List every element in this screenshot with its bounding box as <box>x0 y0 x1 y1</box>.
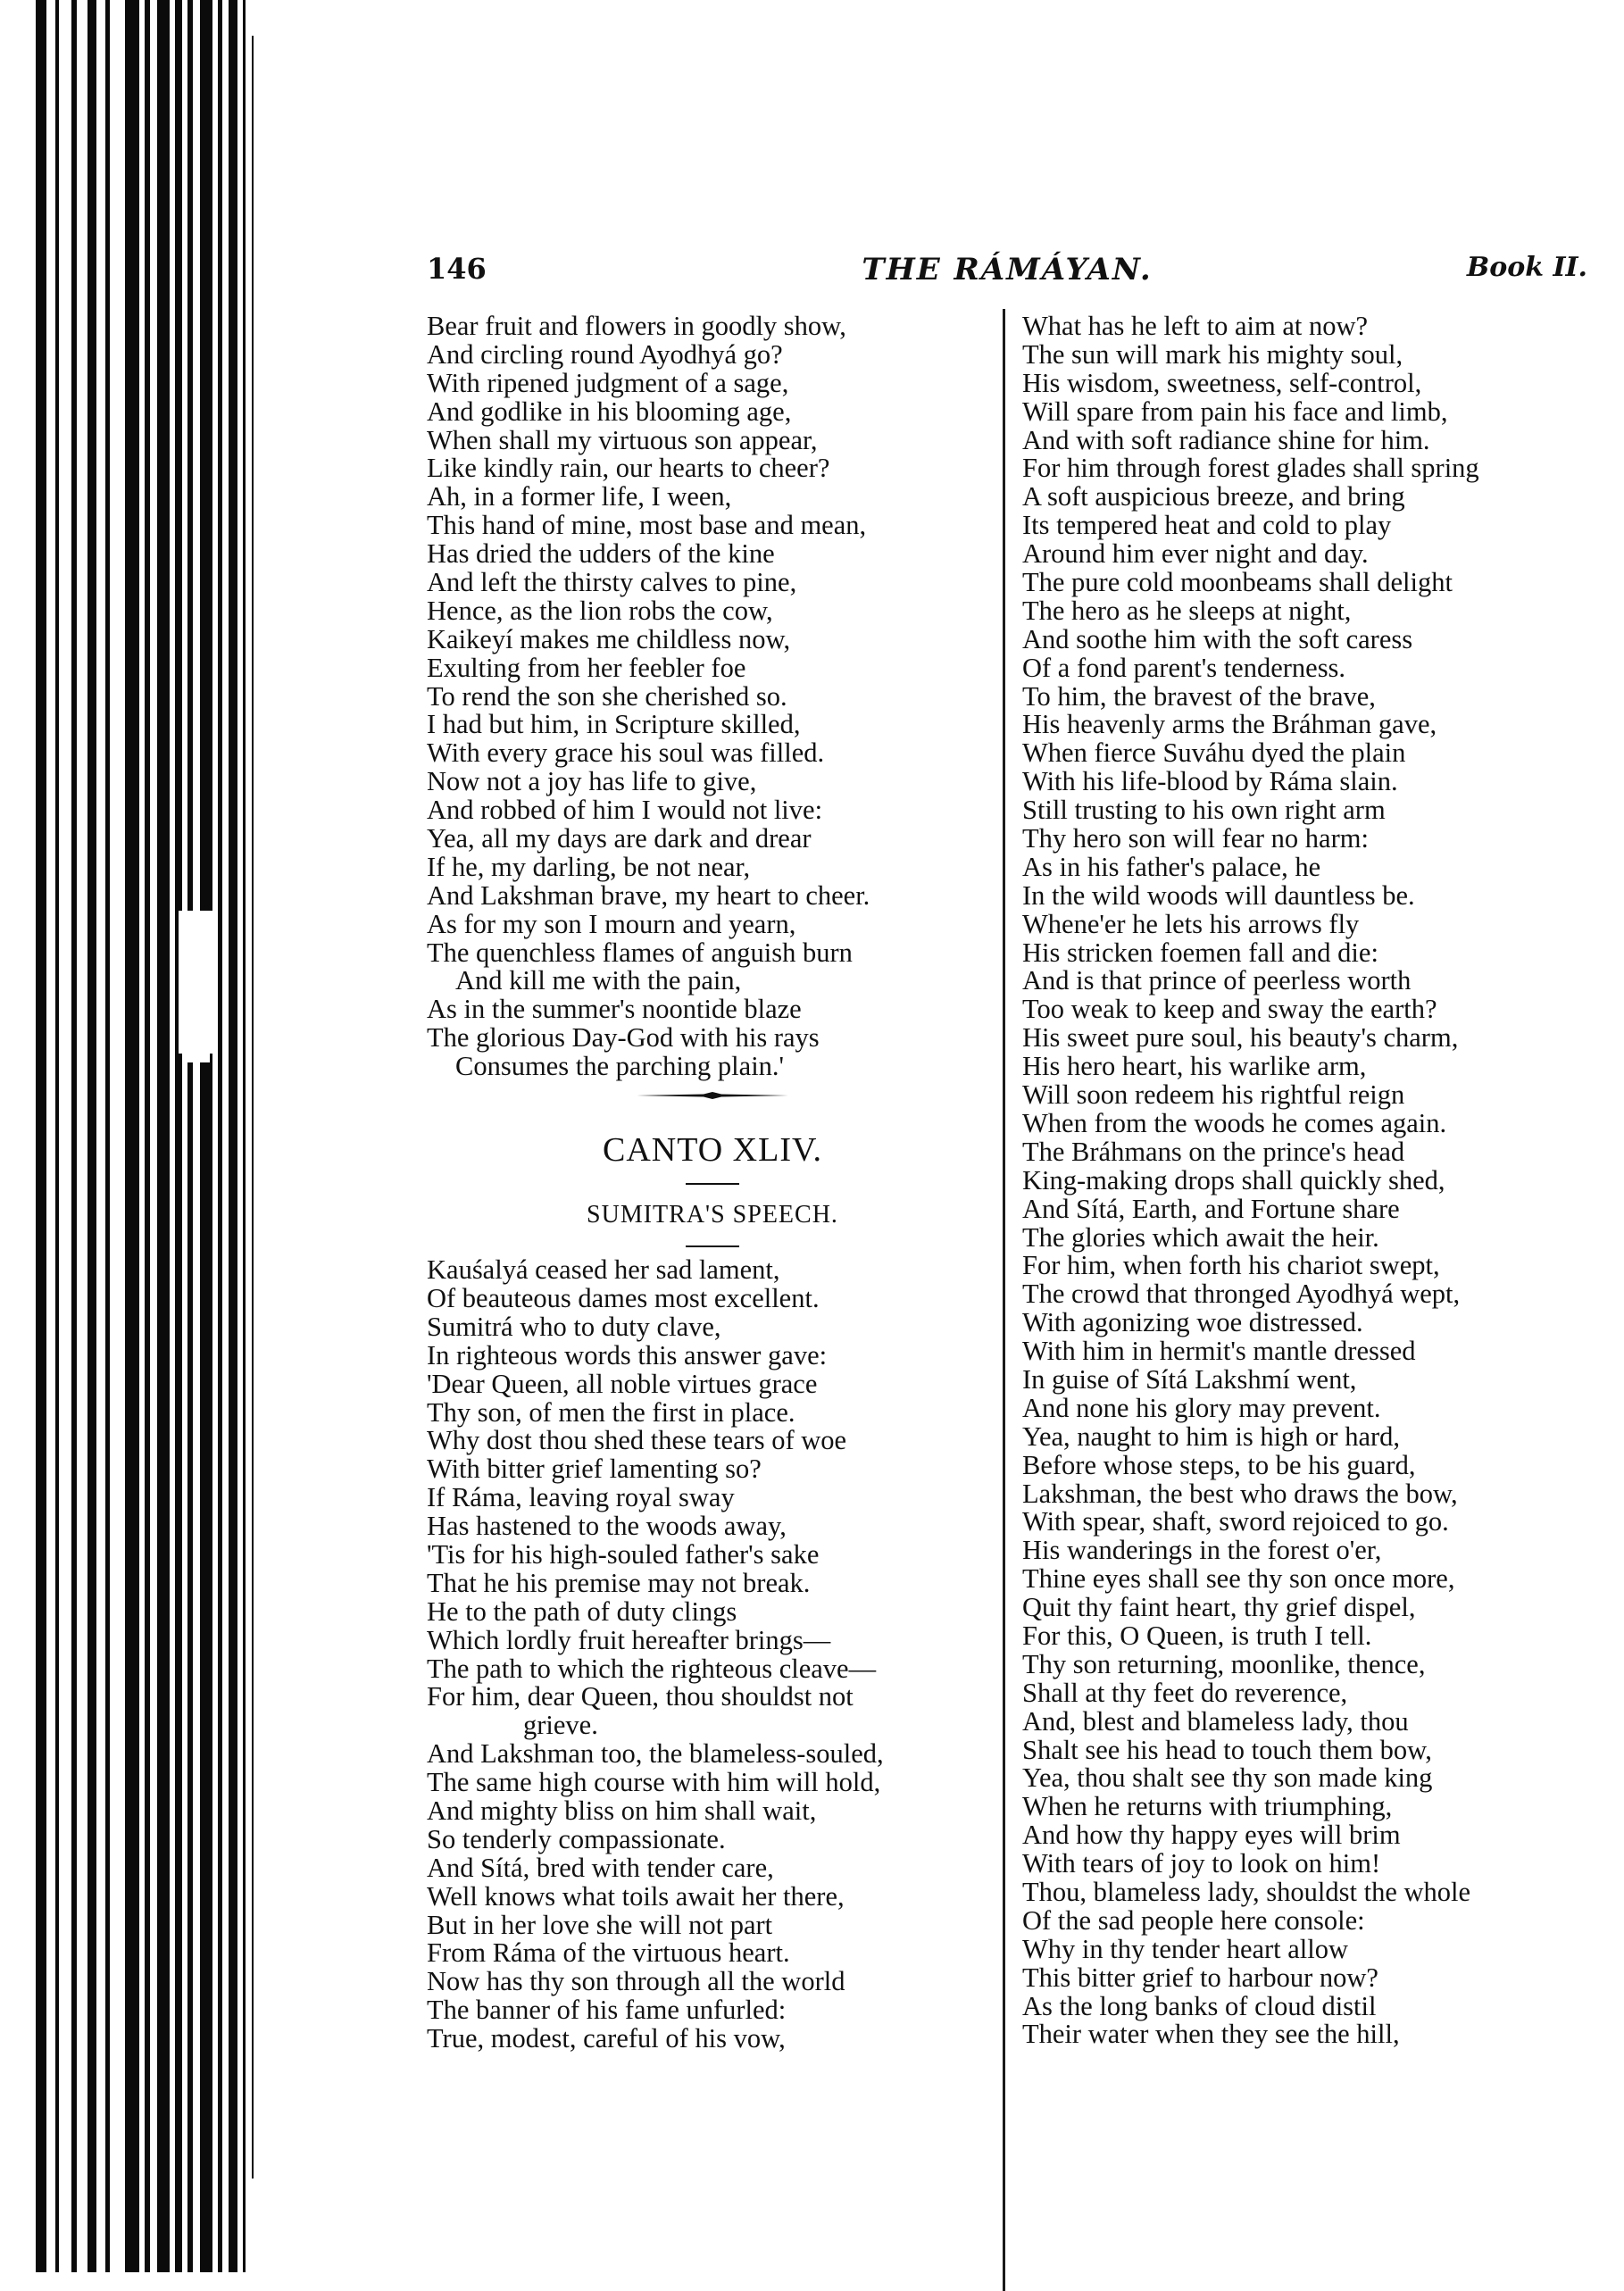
verse-line: And soothe him with the soft caress <box>1022 623 1413 654</box>
verse-line: And Sítá, Earth, and Fortune share <box>1022 1193 1400 1224</box>
verse-line: True, modest, careful of his vow, <box>427 2023 786 2054</box>
verse-line: Hence, as the lion robs the cow, <box>427 595 773 626</box>
verse-line: The same high course with him will hold, <box>427 1767 881 1798</box>
verse-line: When fierce Suváhu dyed the plain <box>1022 737 1406 769</box>
verse-line: Whene'er he lets his arrows fly <box>1022 908 1360 939</box>
verse-line: His heavenly arms the Bráhman gave, <box>1022 709 1437 740</box>
binding-bar <box>55 0 59 2272</box>
verse-line: Of a fond parent's tenderness. <box>1022 652 1346 683</box>
binding-bar <box>87 0 96 2272</box>
verse-line: Still trusting to his own right arm <box>1022 795 1386 826</box>
verse-line: Yea, thou shalt see thy son made king <box>1022 1762 1433 1794</box>
verse-line: For this, O Queen, is truth I tell. <box>1022 1620 1372 1651</box>
verse-line: When he returns with triumphing, <box>1022 1791 1393 1822</box>
verse-line: With agonizing woe distressed. <box>1022 1307 1363 1338</box>
verse-line: The glorious Day-God with his rays <box>427 1022 820 1054</box>
verse-line: When shall my virtuous son appear, <box>427 424 818 455</box>
verse-line: Like kindly rain, our hearts to cheer? <box>427 453 830 484</box>
verse-line: The crowd that thronged Ayodhyá wept, <box>1022 1279 1461 1310</box>
verse-line: Its tempered heat and cold to play <box>1022 510 1392 541</box>
verse-line: When from the woods he comes again. <box>1022 1107 1447 1138</box>
verse-line: And with soft radiance shine for him. <box>1022 424 1430 455</box>
binding-bar <box>252 36 254 2179</box>
verse-line: 'Dear Queen, all noble virtues grace <box>427 1368 818 1399</box>
verse-line: Thine eyes shall see thy son once more, <box>1022 1563 1455 1595</box>
verse-line: And, blest and blameless lady, thou <box>1022 1705 1409 1737</box>
verse-line: Has dried the udders of the kine <box>427 538 775 570</box>
verse-line: That he his premise may not break. <box>427 1567 811 1598</box>
verse-line: He to the path of duty clings <box>427 1595 737 1627</box>
verse-line: Their water when they see the hill, <box>1022 2019 1400 2050</box>
verse-line: Yea, naught to him is high or hard, <box>1022 1420 1401 1452</box>
verse-line: The path to which the righteous cleave— <box>427 1653 877 1684</box>
page-number: 146 <box>427 252 487 286</box>
verse-line: Which lordly fruit hereafter brings— <box>427 1624 831 1655</box>
verse-line: Before whose steps, to be his guard, <box>1022 1449 1416 1480</box>
column-divider <box>1003 309 1005 2291</box>
verse-line: In righteous words this answer gave: <box>427 1339 828 1370</box>
canto-title: CANTO XLIV. <box>602 1131 823 1170</box>
binding-bar <box>157 0 170 2272</box>
right-column <box>1022 312 1603 2049</box>
verse-block-right <box>1022 312 1603 2049</box>
binding-bar <box>105 0 110 2272</box>
verse-line: This bitter grief to harbour now? <box>1022 1962 1378 1993</box>
verse-line: Exulting from her feebler foe <box>427 652 746 683</box>
verse-line: And robbed of him I would not live: <box>427 795 823 826</box>
verse-line: As in his father's palace, he <box>1022 851 1321 882</box>
verse-line: For him, when forth his chariot swept, <box>1022 1250 1440 1281</box>
verse-line: If he, my darling, be not near, <box>427 851 751 882</box>
verse-line: Shalt see his head to touch them bow, <box>1022 1734 1432 1765</box>
verse-line: Thy son, of men the first in place. <box>427 1396 795 1428</box>
verse-line: King-making drops shall quickly shed, <box>1022 1164 1445 1195</box>
book-label: Book II. <box>1466 252 1587 283</box>
verse-line: With every grace his soul was filled. <box>427 737 825 769</box>
binding-bar <box>243 0 246 2272</box>
divider <box>427 1237 998 1256</box>
verse-line: I had but him, in Scripture skilled, <box>427 709 801 740</box>
verse-line: Around him ever night and day. <box>1022 538 1369 570</box>
verse-line: And godlike in his blooming age, <box>427 396 792 427</box>
verse-line: This hand of mine, most base and mean, <box>427 510 867 541</box>
verse-line: If Ráma, leaving royal sway <box>427 1482 735 1513</box>
divider <box>427 1174 998 1194</box>
verse-line: As in the summer's noontide blaze <box>427 994 802 1025</box>
verse-line: Lakshman, the best who draws the bow, <box>1022 1478 1458 1509</box>
left-column <box>427 312 998 2054</box>
verse-line: The quenchless flames of anguish burn <box>427 937 853 968</box>
verse-line: Shall at thy feet do reverence, <box>1022 1677 1348 1708</box>
verse-line: Quit thy faint heart, thy grief dispel, <box>1022 1592 1416 1623</box>
verse-line: With his life-blood by Ráma slain. <box>1022 766 1398 797</box>
verse-line: Of beauteous dames most excellent. <box>427 1282 820 1313</box>
verse-line: With spear, shaft, sword rejoiced to go. <box>1022 1506 1449 1537</box>
verse-line: The sun will mark his mighty soul, <box>1022 338 1403 370</box>
verse-line: 'Tis for his high-souled father's sake <box>427 1538 820 1570</box>
verse-line: The pure cold moonbeams shall delight <box>1022 567 1453 598</box>
verse-block-before-canto <box>427 312 998 1081</box>
verse-line: And kill me with the pain, <box>455 965 742 996</box>
verse-line: Has hastened to the woods away, <box>427 1511 787 1542</box>
binding-bar <box>36 0 46 2272</box>
binding-bar <box>175 0 182 2272</box>
verse-line: Why in thy tender heart allow <box>1022 1933 1349 1964</box>
verse-line: Of the sad people here console: <box>1022 1904 1365 1936</box>
verse-line: Bear fruit and flowers in goodly show, <box>427 311 846 341</box>
verse-line: His stricken foemen fall and die: <box>1022 937 1378 968</box>
verse-line: But in her love she will not part <box>427 1909 773 1940</box>
verse-line: Sumitrá who to duty clave, <box>427 1311 721 1342</box>
verse-line: The glories which await the heir. <box>1022 1221 1379 1253</box>
canto-subtitle: SUMITRA'S SPEECH. <box>587 1201 838 1229</box>
verse-line: Thou, blameless lady, shouldst the whole <box>1022 1876 1471 1907</box>
ornament-rule-icon <box>637 1090 788 1101</box>
verse-line: The hero as he sleeps at night, <box>1022 595 1352 626</box>
verse-line: The Bráhmans on the prince's head <box>1022 1136 1405 1167</box>
verse-line: Consumes the parching plain.' <box>455 1051 785 1082</box>
binding-bar <box>187 0 193 2272</box>
verse-line: As the long banks of cloud distil <box>1022 1990 1377 2021</box>
verse-line: Why dost thou shed these tears of woe <box>427 1425 847 1456</box>
verse-line: Well knows what toils await her there, <box>427 1880 845 1912</box>
verse-line: And is that prince of peerless worth <box>1022 965 1412 996</box>
verse-line: To him, the bravest of the brave, <box>1022 680 1376 712</box>
verse-line: And left the thirsty calves to pine, <box>427 567 797 598</box>
verse-line: And Lakshman brave, my heart to cheer. <box>427 879 870 911</box>
verse-line: Too weak to keep and sway the earth? <box>1022 994 1437 1025</box>
verse-line: And none his glory may prevent. <box>1022 1392 1381 1423</box>
verse-line: His wisdom, sweetness, self-control, <box>1022 367 1422 398</box>
verse-line: For him through forest glades shall spring <box>1022 453 1479 484</box>
section-ornament <box>427 1081 998 1126</box>
verse-line: With bitter grief lamenting so? <box>427 1454 762 1485</box>
verse-line: And Lakshman too, the blameless-souled, <box>427 1738 884 1770</box>
verse-block-after-canto <box>427 1256 998 2054</box>
binding-bar <box>145 0 150 2272</box>
running-header <box>427 252 1587 296</box>
verse-line: Will soon redeem his rightful reign <box>1022 1079 1405 1111</box>
verse-line: grieve. <box>523 1710 598 1741</box>
verse-line: Yea, all my days are dark and drear <box>427 823 812 854</box>
verse-line: In the wild woods will dauntless be. <box>1022 879 1415 911</box>
scanned-binding-edge <box>0 0 259 2272</box>
verse-line: Kauśalyá ceased her sad lament, <box>427 1254 780 1286</box>
verse-line: Kaikeyí makes me childless now, <box>427 623 791 654</box>
verse-line: With ripened judgment of a sage, <box>427 367 789 398</box>
verse-line: From Ráma of the virtuous heart. <box>427 1937 790 1969</box>
verse-line: In guise of Sítá Lakshmí went, <box>1022 1363 1357 1395</box>
verse-line: As for my son I mourn and yearn, <box>427 908 796 939</box>
verse-line: Will spare from pain his face and limb, <box>1022 396 1448 427</box>
verse-line: Now has thy son through all the world <box>427 1966 845 1997</box>
verse-line: His sweet pure soul, his beauty's charm, <box>1022 1022 1459 1054</box>
binding-bar <box>229 0 237 2272</box>
verse-line: And Sítá, bred with tender care, <box>427 1852 774 1883</box>
verse-line: Ah, in a former life, I ween, <box>427 481 732 512</box>
verse-line: With him in hermit's mantle dressed <box>1022 1336 1416 1367</box>
verse-line: For him, dear Queen, thou shouldst not <box>427 1681 854 1712</box>
verse-line: Now not a joy has life to give, <box>427 766 757 797</box>
binding-gap <box>183 982 210 1062</box>
verse-line: To rend the son she cherished so. <box>427 680 787 712</box>
verse-line: A soft auspicious breeze, and bring <box>1022 481 1405 512</box>
verse-line: His hero heart, his warlike arm, <box>1022 1051 1367 1082</box>
verse-line: And circling round Ayodhyá go? <box>427 338 783 370</box>
verse-line: The banner of his fame unfurled: <box>427 1995 787 2026</box>
verse-line: And mighty bliss on him shall wait, <box>427 1795 817 1826</box>
binding-bar <box>200 0 212 2272</box>
verse-line: What has he left to aim at now? <box>1022 311 1369 341</box>
running-title: THE RÁMÁYAN. <box>862 252 1153 287</box>
binding-bar <box>71 0 77 2272</box>
verse-line: And how thy happy eyes will brim <box>1022 1820 1401 1851</box>
verse-line: Thy hero son will fear no harm: <box>1022 823 1369 854</box>
verse-line: Thy son returning, moonlike, thence, <box>1022 1648 1426 1679</box>
verse-line: So tenderly compassionate. <box>427 1823 726 1854</box>
binding-bar <box>218 0 222 2272</box>
verse-line: His wanderings in the forest o'er, <box>1022 1535 1382 1566</box>
binding-bar <box>125 0 139 2272</box>
verse-line: With tears of joy to look on him! <box>1022 1848 1381 1879</box>
